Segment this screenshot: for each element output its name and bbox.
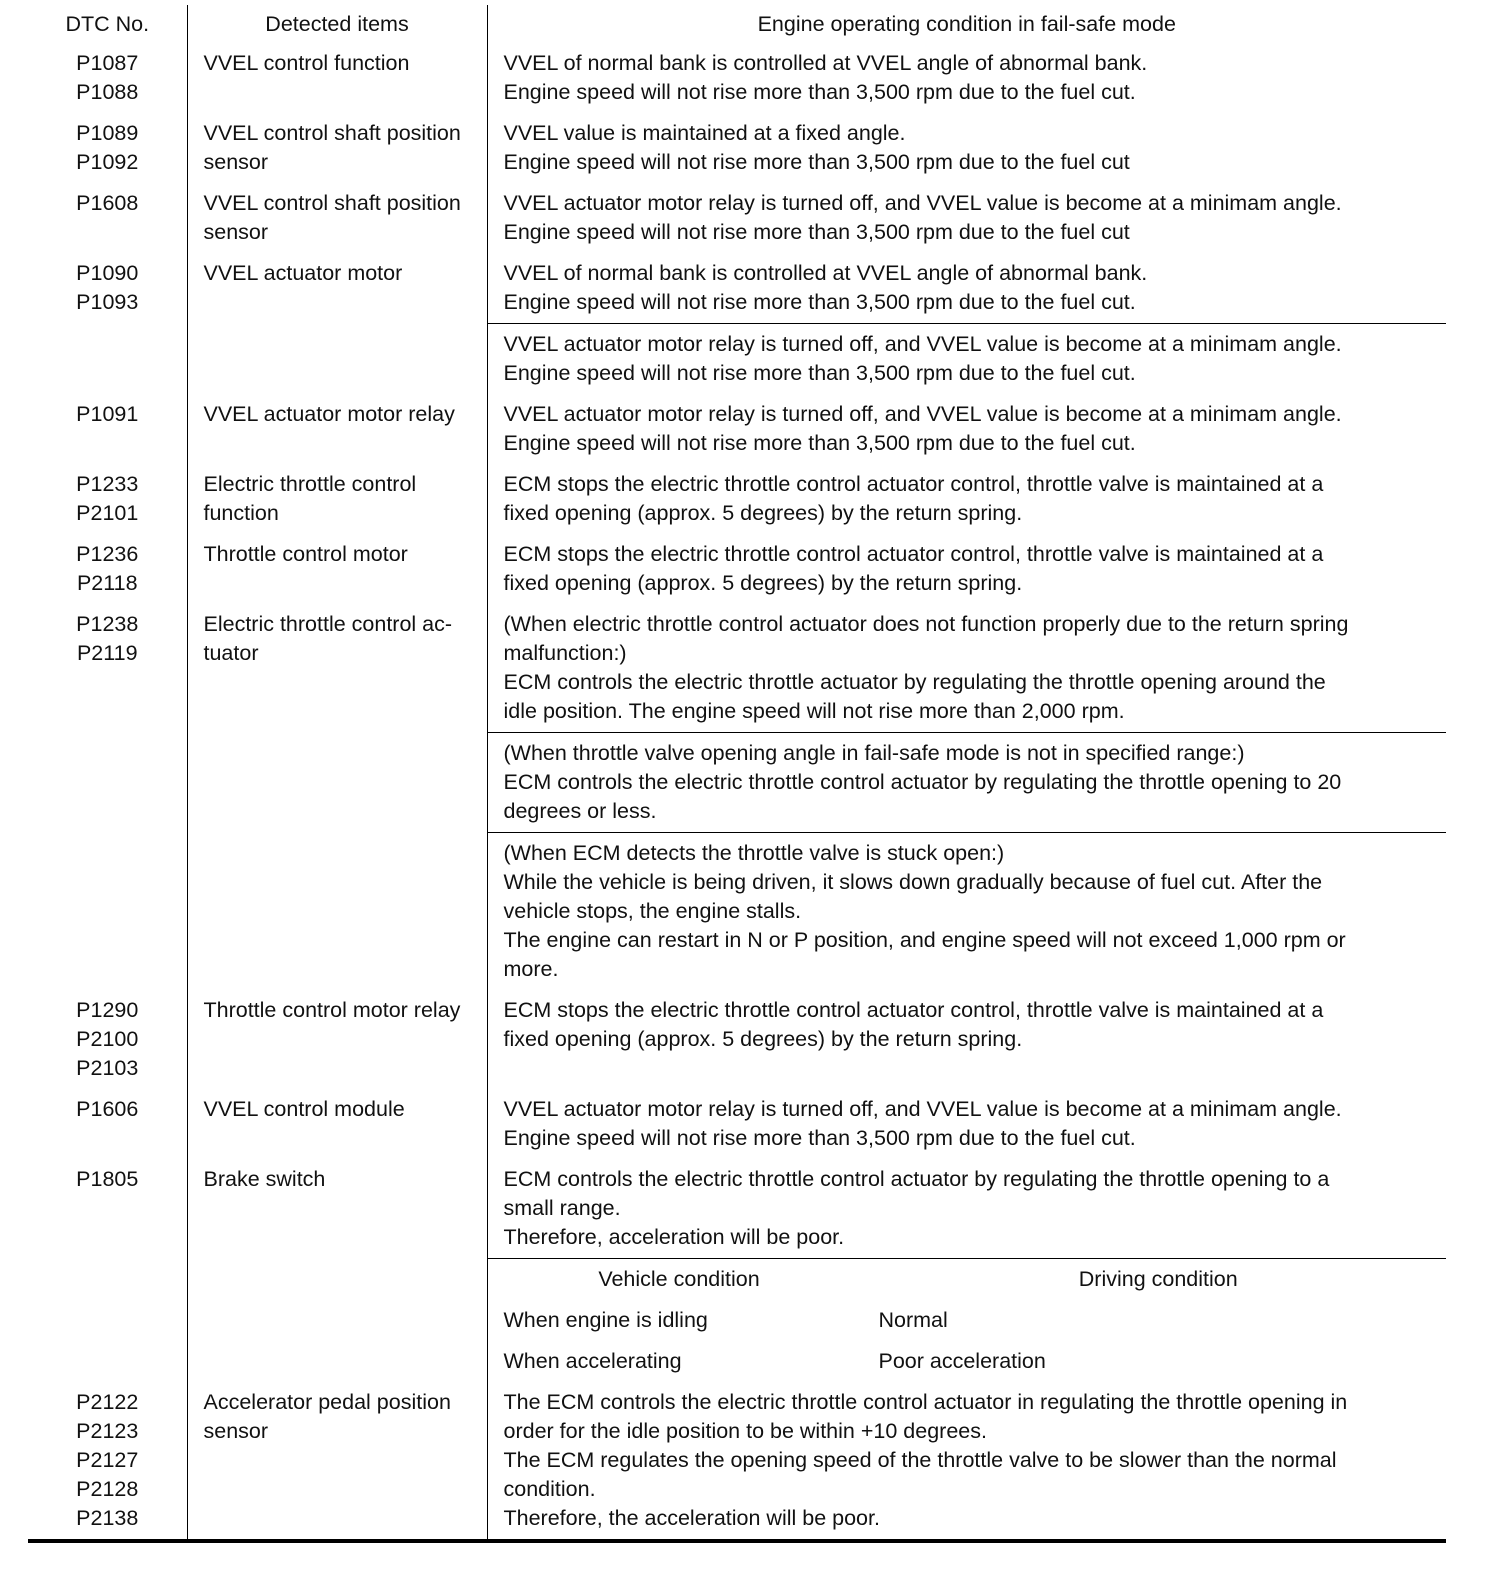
condition-text: condition. [503,1477,596,1501]
detected-item-text: Electric throttle control ac- [203,612,453,636]
table-row [28,1089,1446,1159]
condition-text: VVEL of normal bank is controlled at VVEL angle of abnormal bank. [503,51,1148,75]
header-dtc-no: DTC No. [65,11,150,36]
dtc-cell [28,464,187,534]
detected-item-text: sensor [203,1419,269,1443]
table-row [28,604,1446,733]
dtc-code: P2103 [76,1056,139,1080]
condition-text: (When electric throttle control actuator does not function properly due to the return spring [503,612,1349,636]
dtc-cell [28,1159,187,1382]
detected-item-cell [187,43,487,113]
condition-cell [487,604,1446,733]
detected-item-cell [187,534,487,604]
condition-text: small range. [503,1196,621,1220]
dtc-cell [28,604,187,990]
dtc-code: P1088 [76,80,139,104]
dtc-code: P2100 [76,1027,139,1051]
dtc-code: P1608 [76,191,139,215]
driving-condition-value: Normal [878,1308,948,1332]
dtc-code: P1236 [76,542,139,566]
condition-text: idle position. The engine speed will not rise more than 2,000 rpm. [503,699,1125,723]
detected-item-text: function [203,501,279,525]
table-row [28,1159,1446,1259]
condition-text: Engine speed will not rise more than 3,500 rpm due to the fuel cut. [503,1126,1136,1150]
detected-item-cell [187,1382,487,1541]
detected-item-cell [187,394,487,464]
condition-text: Therefore, acceleration will be poor. [503,1225,845,1249]
detected-item-text: tuator [203,641,259,665]
detected-item-cell [187,113,487,183]
dtc-code: P1089 [76,121,139,145]
condition-text: fixed opening (approx. 5 degrees) by the return spring. [503,571,1023,595]
subtable-row [488,1341,1447,1382]
subtable-row [488,1300,1447,1341]
detected-item-cell [187,183,487,253]
dtc-cell [28,43,187,113]
dtc-cell [28,253,187,394]
condition-cell [487,1159,1446,1259]
dtc-code: P1087 [76,51,139,75]
detected-item-text: VVEL actuator motor relay [203,402,455,426]
condition-text: Engine speed will not rise more than 3,500 rpm due to the fuel cut. [503,361,1136,385]
detected-item-cell [187,604,487,990]
detected-item-text: Electric throttle control [203,472,417,496]
detected-item-text: Throttle control motor relay [203,998,461,1022]
condition-text: VVEL of normal bank is controlled at VVEL angle of abnormal bank. [503,261,1148,285]
condition-text: Engine speed will not rise more than 3,500 rpm due to the fuel cut [503,220,1130,244]
table-row [28,394,1446,464]
dtc-code: P2118 [76,571,138,595]
condition-text: more. [503,957,559,981]
table-body [28,43,1446,1541]
dtc-code: P1290 [76,998,139,1022]
detected-item-cell [187,253,487,394]
table-row [28,183,1446,253]
condition-text: ECM controls the electric throttle control actuator by regulating the throttle opening to 20 [503,770,1342,794]
condition-text: ECM stops the electric throttle control actuator control, throttle valve is maintained at a [503,472,1324,496]
detected-item-cell [187,464,487,534]
dtc-cell [28,113,187,183]
condition-text: degrees or less. [503,799,657,823]
driving-condition-value: Poor acceleration [878,1349,1046,1373]
subheader-driving-condition: Driving condition [1078,1267,1238,1291]
condition-cell [487,253,1446,324]
condition-text: The engine can restart in N or P position, and engine speed will not exceed 1,000 rpm or [503,928,1346,952]
dtc-code: P2128 [76,1477,139,1501]
vehicle-condition-value: When engine is idling [503,1308,708,1332]
condition-text: Therefore, the acceleration will be poor. [503,1506,880,1530]
condition-text: malfunction:) [503,641,627,665]
condition-text: order for the idle position to be within +10 degrees. [503,1419,987,1443]
dtc-code: P1805 [76,1167,139,1191]
condition-cell [487,113,1446,183]
vehicle-condition-subtable-cell [487,1259,1446,1383]
dtc-code: P2119 [76,641,138,665]
dtc-cell [28,1382,187,1541]
dtc-code: P2122 [76,1390,139,1414]
dtc-code: P1091 [76,402,139,426]
subheader-vehicle-condition: Vehicle condition [598,1267,760,1291]
condition-text: VVEL value is maintained at a fixed angle. [503,121,906,145]
condition-text: vehicle stops, the engine stalls. [503,899,802,923]
condition-cell [487,394,1446,464]
detected-item-text: VVEL control function [203,51,410,75]
dtc-code: P1090 [76,261,139,285]
dtc-code: P2127 [76,1448,139,1472]
table-header-row [28,5,1446,43]
table-row [28,43,1446,113]
table-row [28,464,1446,534]
condition-text: (When ECM detects the throttle valve is stuck open:) [503,841,1005,865]
table-row [28,990,1446,1089]
detected-item-text: VVEL actuator motor [203,261,403,285]
dtc-cell [28,534,187,604]
dtc-code: P1606 [76,1097,139,1121]
condition-text: Engine speed will not rise more than 3,500 rpm due to the fuel cut. [503,290,1136,314]
dtc-code: P1233 [76,472,139,496]
condition-cell [487,1089,1446,1159]
condition-text: Engine speed will not rise more than 3,500 rpm due to the fuel cut. [503,431,1136,455]
header-detected-items: Detected items [187,5,487,43]
condition-cell [487,990,1446,1089]
dtc-cell [28,394,187,464]
detected-item-text: sensor [203,220,269,244]
condition-cell [487,534,1446,604]
detected-item-cell [187,990,487,1089]
condition-text: ECM stops the electric throttle control actuator control, throttle valve is maintained at a [503,998,1324,1022]
condition-text: VVEL actuator motor relay is turned off, and VVEL value is become at a minimam angle. [503,191,1342,215]
condition-text: VVEL actuator motor relay is turned off, and VVEL value is become at a minimam angle. [503,332,1342,356]
dtc-cell [28,990,187,1089]
detected-item-text: Accelerator pedal position [203,1390,451,1414]
dtc-code: P1093 [76,290,139,314]
condition-cell [487,43,1446,113]
dtc-cell [28,1089,187,1159]
condition-text: ECM controls the electric throttle actuator by regulating the throttle opening around the [503,670,1326,694]
detected-item-text: sensor [203,150,269,174]
subtable-header-row [488,1259,1447,1300]
condition-cell [487,733,1446,833]
condition-text: ECM controls the electric throttle control actuator by regulating the throttle opening to a [503,1167,1330,1191]
condition-text: While the vehicle is being driven, it slows down gradually because of fuel cut. After the [503,870,1323,894]
condition-text: VVEL actuator motor relay is turned off, and VVEL value is become at a minimam angle. [503,1097,1342,1121]
table-row [28,253,1446,324]
condition-cell [487,324,1446,395]
condition-cell [487,464,1446,534]
detected-item-text: VVEL control shaft position [203,121,461,145]
table-row [28,113,1446,183]
condition-text: The ECM controls the electric throttle control actuator in regulating the throttle opening in [503,1390,1348,1414]
condition-text: VVEL actuator motor relay is turned off, and VVEL value is become at a minimam angle. [503,402,1342,426]
condition-cell [487,183,1446,253]
condition-text: The ECM regulates the opening speed of the throttle valve to be slower than the normal [503,1448,1337,1472]
condition-text: Engine speed will not rise more than 3,500 rpm due to the fuel cut [503,150,1130,174]
header-engine-condition: Engine operating condition in fail-safe mode [487,5,1446,43]
table-row [28,534,1446,604]
vehicle-condition-value: When accelerating [503,1349,682,1373]
dtc-cell [28,183,187,253]
dtc-code: P1238 [76,612,139,636]
detected-item-text: Throttle control motor [203,542,408,566]
detected-item-text: VVEL control shaft position [203,191,461,215]
dtc-code: P2123 [76,1419,139,1443]
dtc-code: P2101 [76,501,139,525]
detected-item-cell [187,1089,487,1159]
condition-text: fixed opening (approx. 5 degrees) by the return spring. [503,1027,1023,1051]
condition-text: Engine speed will not rise more than 3,500 rpm due to the fuel cut. [503,80,1136,104]
condition-text: fixed opening (approx. 5 degrees) by the return spring. [503,501,1023,525]
condition-text: ECM stops the electric throttle control actuator control, throttle valve is maintained at a [503,542,1324,566]
table-row [28,1382,1446,1541]
condition-cell [487,1382,1446,1541]
condition-text: (When throttle valve opening angle in fail-safe mode is not in specified range:) [503,741,1245,765]
detected-item-cell [187,1159,487,1382]
condition-cell [487,833,1446,991]
dtc-code: P1092 [76,150,139,174]
vehicle-condition-subtable [488,1259,1447,1382]
detected-item-text: VVEL control module [203,1097,405,1121]
dtc-code: P2138 [76,1506,139,1530]
fail-safe-table [28,5,1446,1543]
detected-item-text: Brake switch [203,1167,326,1191]
